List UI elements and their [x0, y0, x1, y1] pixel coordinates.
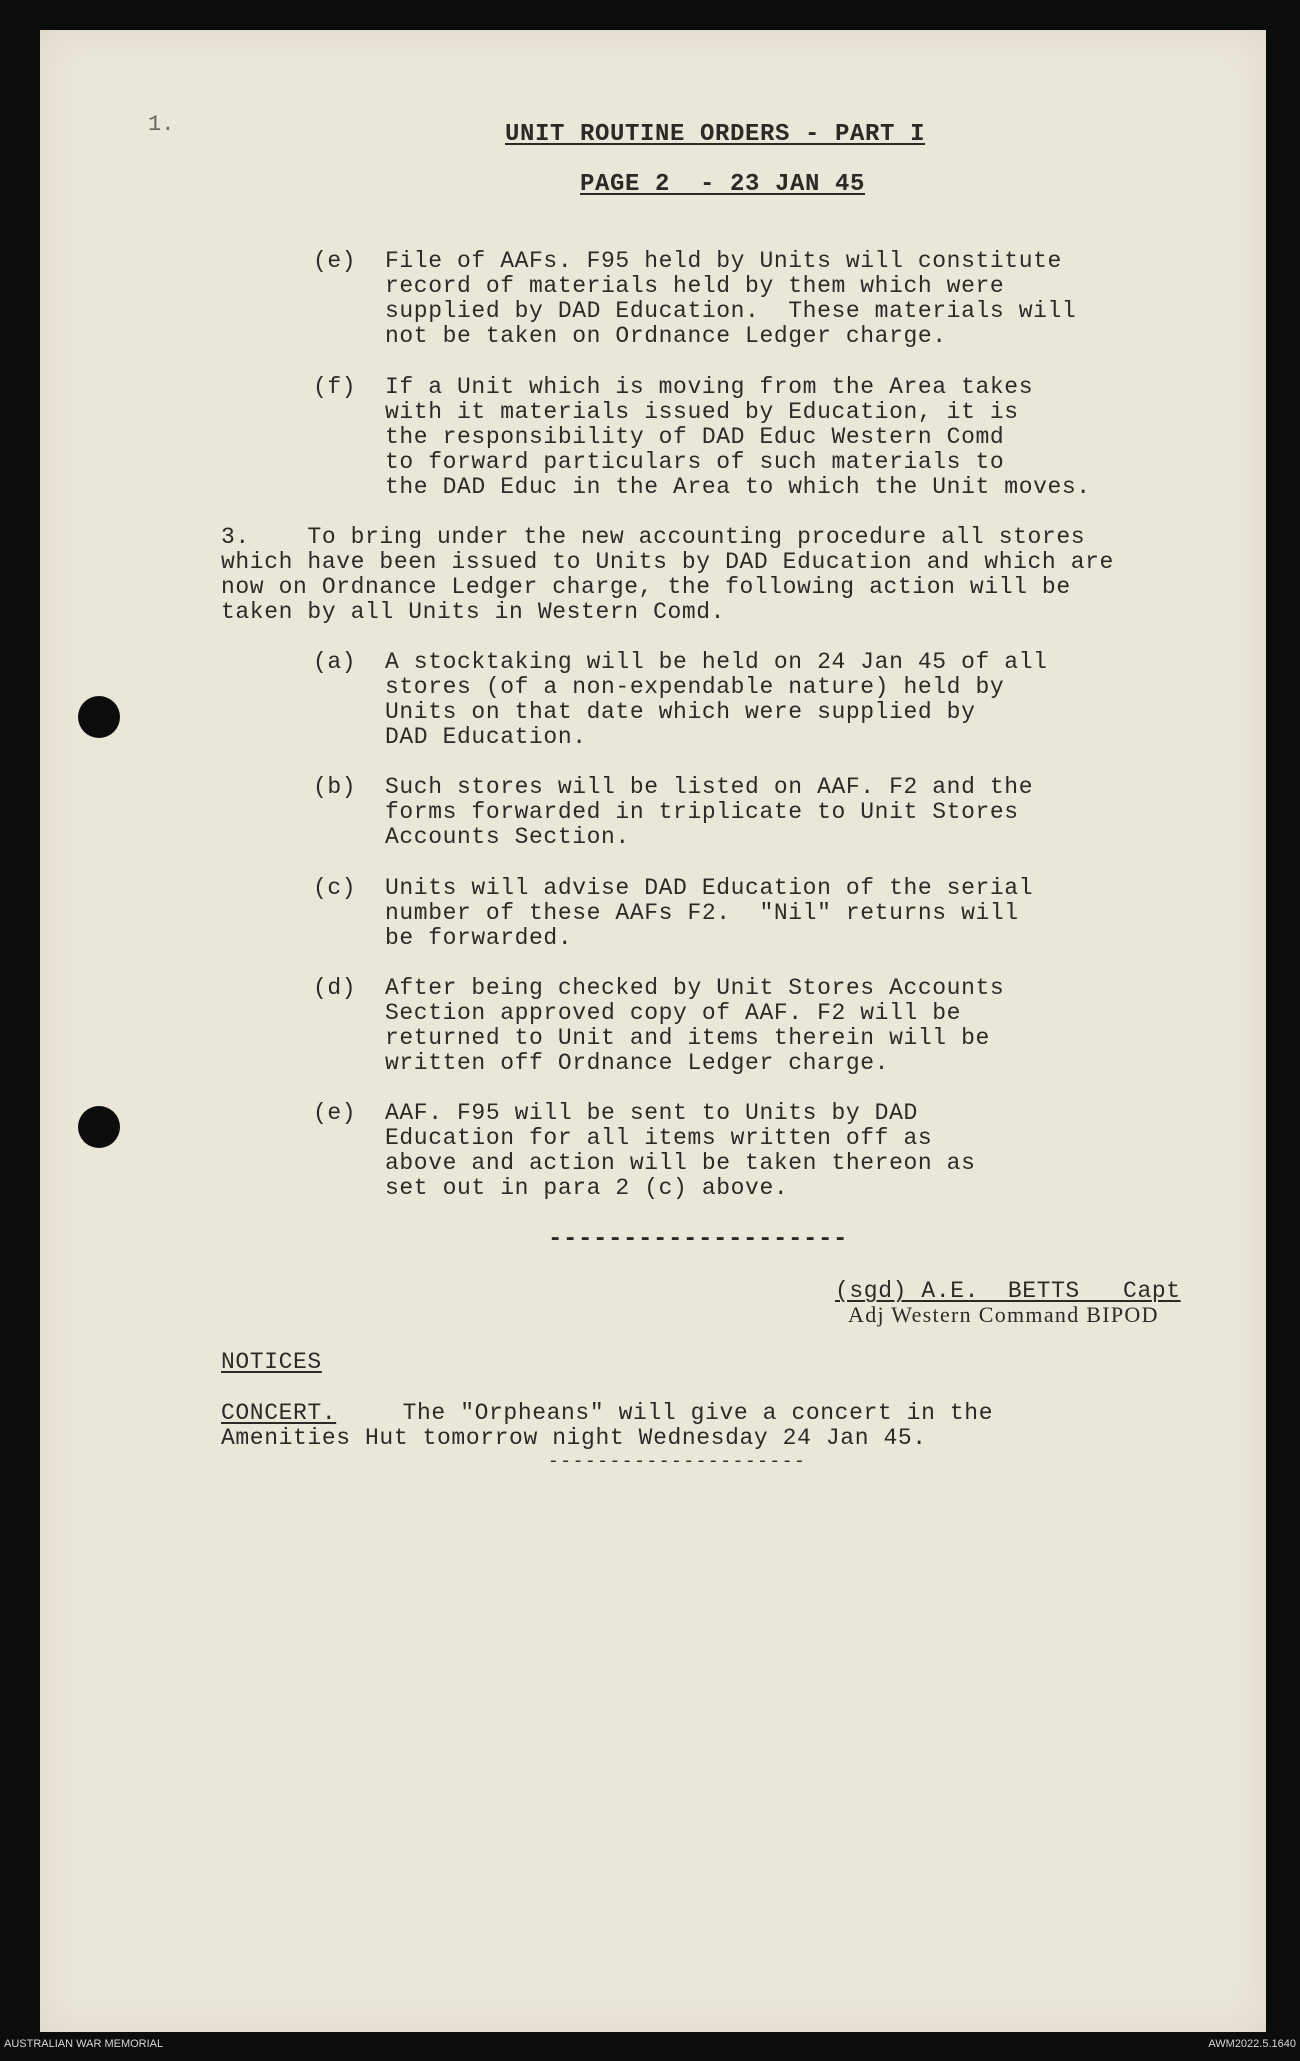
separator-line: --------------------- — [548, 1452, 807, 1472]
page-date-heading: PAGE 2 - 23 JAN 45 — [580, 171, 866, 198]
para2-item-f-line: the responsibility of DAD Educ Western Comd — [385, 424, 1005, 450]
para3-line: now on Ordnance Ledger charge, the following action will be — [221, 574, 1071, 600]
concert-heading: CONCERT. — [221, 1400, 337, 1426]
para3-item-d-line: written off Ordnance Ledger charge. — [385, 1050, 890, 1076]
notices-heading: NOTICES — [221, 1349, 322, 1375]
para3-item-d-label: (d) — [313, 975, 357, 1001]
document-title: UNIT ROUTINE ORDERS - PART I — [505, 121, 926, 148]
archive-reference: AWM2022.5.1640 — [1208, 2038, 1296, 2050]
para3-item-d-line: returned to Unit and items therein will be — [385, 1025, 990, 1051]
para3-item-e-line: AAF. F95 will be sent to Units by DAD — [385, 1100, 918, 1126]
para3-line: taken by all Units in Western Comd. — [221, 599, 726, 625]
para3-item-d-line: After being checked by Unit Stores Accounts — [385, 975, 1005, 1001]
para2-item-e-line: supplied by DAD Education. These materials will — [385, 298, 1077, 324]
para3-item-c-line: Units will advise DAD Education of the serial — [385, 875, 1034, 901]
para2-item-e-line: not be taken on Ordnance Ledger charge. — [385, 323, 947, 349]
concert-notice-line: Amenities Hut tomorrow night Wednesday 24 Jan 45. — [221, 1425, 927, 1451]
para3-item-e-label: (e) — [313, 1100, 357, 1126]
para3-item-d-line: Section approved copy of AAF. F2 will be — [385, 1000, 962, 1026]
para3-item-a-label: (a) — [313, 649, 357, 675]
para2-item-f-line: the DAD Educ in the Area to which the Unit moves. — [385, 474, 1091, 500]
signature-appointment: Adj Western Command BIPOD — [848, 1302, 1159, 1327]
archive-credit: AUSTRALIAN WAR MEMORIAL — [4, 2038, 164, 2050]
para3-line: which have been issued to Units by DAD Education and which are — [221, 549, 1114, 575]
para3-item-b-label: (b) — [313, 774, 357, 800]
para3-item-a-line: stores (of a non-expendable nature) held by — [385, 674, 1005, 700]
para3-item-b-line: Accounts Section. — [385, 824, 630, 850]
para3-item-e-line: above and action will be taken thereon as — [385, 1150, 976, 1176]
para2-item-e-line: File of AAFs. F95 held by Units will constitute — [385, 248, 1062, 274]
para2-item-e-line: record of materials held by them which were — [385, 273, 1005, 299]
para2-item-f-line: with it materials issued by Education, it is — [385, 399, 1019, 425]
para2-item-f-line: to forward particulars of such materials to — [385, 449, 1005, 475]
para3-item-e-line: Education for all items written off as — [385, 1125, 933, 1151]
para3-item-c-line: number of these AAFs F2. "Nil" returns will — [385, 900, 1019, 926]
para3-item-a-line: Units on that date which were supplied by — [385, 699, 976, 725]
para2-item-f-label: (f) — [313, 374, 357, 400]
concert-notice-line: The "Orpheans" will give a concert in the — [345, 1400, 994, 1426]
para2-item-f-line: If a Unit which is moving from the Area takes — [385, 374, 1034, 400]
para3-item-a-line: A stocktaking will be held on 24 Jan 45 of all — [385, 649, 1048, 675]
signature-name: (sgd) A.E. BETTS Capt — [835, 1278, 1181, 1304]
para3-item-b-line: Such stores will be listed on AAF. F2 and the — [385, 774, 1034, 800]
para3-item-a-line: DAD Education. — [385, 724, 587, 750]
separator-line: -------------------- — [548, 1226, 849, 1253]
punch-hole — [78, 696, 120, 738]
corner-mark: 1. — [148, 112, 175, 137]
para3-item-c-label: (c) — [313, 875, 357, 901]
para2-item-e-label: (e) — [313, 248, 357, 274]
para3-line: 3. To bring under the new accounting procedure all stores — [221, 524, 1086, 550]
para3-item-c-line: be forwarded. — [385, 925, 573, 951]
para3-item-b-line: forms forwarded in triplicate to Unit Stores — [385, 799, 1019, 825]
punch-hole — [78, 1106, 120, 1148]
para3-item-e-line: set out in para 2 (c) above. — [385, 1175, 789, 1201]
